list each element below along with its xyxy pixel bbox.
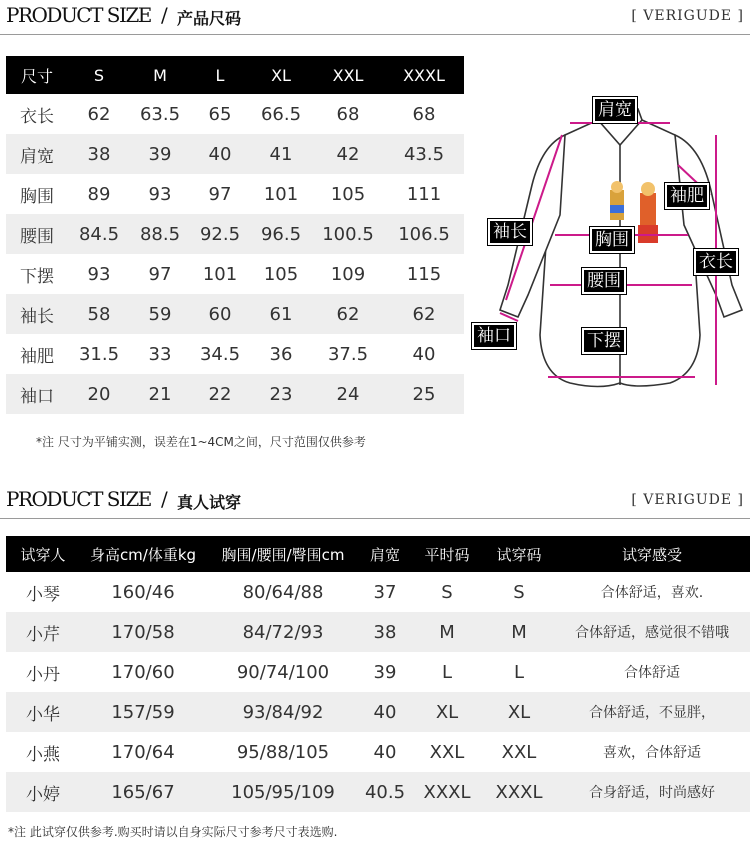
size-table-row-label: 衣长 [20,106,54,127]
fit-table-tester-name: 小婷 [6,772,80,812]
diagram-label-length: 衣长 [694,249,738,275]
size-table-cell: 39 [130,134,190,174]
size-table-cell: 22 [190,374,250,414]
fit-table-cell: S [513,581,525,603]
size-table-cell: 61 [250,294,312,334]
size-table-cell: 36 [269,343,293,365]
size-table-cell: 60 [190,294,250,334]
size-table-row-label: 胸围 [20,186,54,207]
size-table-cell: 40 [412,343,436,365]
size-table-row-label: 袖肥 [20,346,54,367]
fit-table-row [6,692,750,732]
fit-note: *注 此试穿仅供参考.购买时请以自身实际尺寸参考尺寸表选购. [8,825,338,839]
size-table-cell: 101 [263,183,299,205]
size-table-row-label: 袖口 [6,374,68,414]
size-table-cell: 23 [250,374,312,414]
size-table-row-label: 下摆 [20,266,54,287]
size-table-cell: 41 [250,134,312,174]
size-table-cell: 24 [312,374,384,414]
fit-table-cell: XXXL [410,772,484,812]
size-table-cell: 92.5 [190,214,250,254]
size-table-row [6,134,464,174]
size-table-cell: 42 [312,134,384,174]
diagram-label-shoulder: 肩宽 [593,97,637,123]
size-table-header-cell: L [190,56,250,94]
fit-table-header-row [6,536,750,572]
size-table-cell: 20 [68,374,130,414]
fit-table-cell: XL [484,692,554,732]
fit-table-feedback: 喜欢，合体舒适 [603,745,701,761]
fit-section-title-en: PRODUCT SIZE [6,487,151,511]
diagram-label-sleeve-length: 袖长 [488,219,532,245]
size-table-cell: 101 [202,263,238,285]
fit-table-cell: 170/58 [80,612,206,652]
size-table-cell: 115 [406,263,442,285]
size-table-row [6,174,464,214]
size-table-cell: 34.5 [199,343,241,365]
fit-table-header-cell: 试穿感受 [554,536,750,572]
size-table-cell: 62 [312,294,384,334]
fit-table-cell: 95/88/105 [236,741,330,763]
fit-table-tester-name: 小丹 [26,664,60,685]
fit-table-header-cell: 试穿码 [484,536,554,572]
size-table-header-cell: M [130,56,190,94]
fit-table-tester-name: 小琴 [26,584,60,605]
size-table-cell: 68 [412,103,436,125]
size-table-row-label: 肩宽 [6,134,68,174]
size-table-header-row [6,56,464,94]
size-table-cell: 66.5 [260,103,302,125]
size-table-cell: 111 [406,183,442,205]
size-table-header-cell: S [68,56,130,94]
fit-table-feedback: 合体舒适，感觉很不错哦 [554,612,750,652]
fit-table-cell: S [441,581,453,603]
size-table-cell: 109 [330,263,366,285]
size-table [6,56,464,414]
fit-table-cell: XXL [429,741,465,763]
size-table-cell: 89 [87,183,111,205]
fit-table-cell: 80/64/88 [242,581,324,603]
fit-table-cell: 37 [373,581,397,603]
size-table-row [6,294,464,334]
size-section-title-en: PRODUCT SIZE [6,3,151,27]
diagram-label-chest: 胸围 [590,227,634,253]
size-section-brand: [ VERIGUDE ] [631,8,744,24]
size-table-header-cell: XXL [312,56,384,94]
diagram-label-waist: 腰围 [582,268,626,294]
fit-table-cell: 40 [373,741,397,763]
size-table-header-cell: XXXL [384,56,464,94]
fit-table-row [6,612,750,652]
size-table-cell: 93 [148,183,172,205]
diagram-label-hem: 下摆 [582,328,626,354]
fit-table-cell: 165/67 [80,772,206,812]
size-table-row [6,254,464,294]
size-table-cell: 62 [87,103,111,125]
size-note: *注 尺寸为平铺实测，误差在1~4CM之间，尺寸范围仅供参考 [36,435,366,449]
size-table-cell: 31.5 [78,343,120,365]
size-table-row [6,334,464,374]
size-table-cell: 43.5 [384,134,464,174]
fit-table [6,536,750,812]
fit-table-cell: 90/74/100 [236,661,330,683]
size-section-title-separator: / [161,3,168,27]
fit-table-tester-name: 小燕 [26,744,60,765]
fit-table-feedback: 合体舒适，不显胖， [554,692,750,732]
size-table-row [6,374,464,414]
size-table-cell: 93 [87,263,111,285]
fit-table-header-cell: 肩宽 [360,536,410,572]
fit-table-header-cell: 身高cm/体重kg [80,536,206,572]
fit-table-row [6,772,750,812]
fit-table-cell: 38 [360,612,410,652]
size-table-row-label: 袖长 [6,294,68,334]
size-table-cell: 84.5 [68,214,130,254]
fit-table-cell: M [484,612,554,652]
fit-table-row [6,572,750,612]
fit-table-cell: L [513,661,525,683]
size-table-cell: 68 [336,103,360,125]
size-table-cell: 88.5 [130,214,190,254]
size-table-cell: 33 [148,343,172,365]
fit-table-cell: XL [410,692,484,732]
size-table-cell: 21 [130,374,190,414]
fit-table-header-cell: 试穿人 [6,536,80,572]
fit-table-cell: 93/84/92 [206,692,360,732]
fit-section-brand: [ VERIGUDE ] [631,492,744,508]
fit-table-cell: M [410,612,484,652]
size-table-cell: 97 [148,263,172,285]
size-table-row [6,214,464,254]
fit-table-tester-name: 小芹 [6,612,80,652]
size-table-cell: 62 [384,294,464,334]
fit-table-feedback: 合体舒适，喜欢. [600,585,704,601]
diagram-label-sleeve-width: 袖肥 [665,183,709,209]
size-table-cell: 37.5 [327,343,369,365]
shirt-measurement-diagram [470,95,750,400]
fit-table-cell: 84/72/93 [206,612,360,652]
fit-table-feedback: 合身舒适，时尚感好 [554,772,750,812]
size-table-cell: 100.5 [312,214,384,254]
fit-table-cell: 157/59 [80,692,206,732]
size-table-header-cell: 尺寸 [6,56,68,94]
size-section-title-cn: 产品尺码 [177,9,242,28]
fit-table-row [6,732,750,772]
size-section-header [0,0,750,35]
fit-table-header-cell: 平时码 [410,536,484,572]
fit-section-title-separator: / [161,487,168,511]
fit-table-cell: 40.5 [360,772,410,812]
size-table-header-cell: XL [250,56,312,94]
size-table-cell: 58 [68,294,130,334]
size-table-cell: 63.5 [139,103,181,125]
fit-table-header-cell: 胸围/腰围/臀围cm [206,536,360,572]
size-table-row [6,94,464,134]
size-table-cell: 59 [130,294,190,334]
fit-section-title-cn: 真人试穿 [177,493,242,512]
size-table-cell: 38 [68,134,130,174]
fit-table-cell: XXXL [484,772,554,812]
fit-table-cell: L [441,661,453,683]
fit-table-cell: XXL [501,741,537,763]
size-table-cell: 97 [208,183,232,205]
fit-table-tester-name: 小华 [6,692,80,732]
fit-section-header [0,484,750,519]
size-table-cell: 40 [190,134,250,174]
diagram-label-cuff: 袖口 [472,323,516,349]
fit-table-feedback: 合体舒适 [624,665,680,681]
fit-table-cell: 40 [360,692,410,732]
fit-table-cell: 160/46 [111,581,175,603]
fit-table-cell: 105/95/109 [206,772,360,812]
size-table-row-label: 腰围 [6,214,68,254]
fit-table-cell: 170/60 [111,661,175,683]
size-table-cell: 105 [330,183,366,205]
size-table-cell: 105 [263,263,299,285]
fit-table-row [6,652,750,692]
size-table-cell: 106.5 [384,214,464,254]
size-table-cell: 25 [384,374,464,414]
fit-table-cell: 39 [373,661,397,683]
size-table-cell: 65 [208,103,232,125]
fit-table-cell: 170/64 [111,741,175,763]
size-table-cell: 96.5 [250,214,312,254]
